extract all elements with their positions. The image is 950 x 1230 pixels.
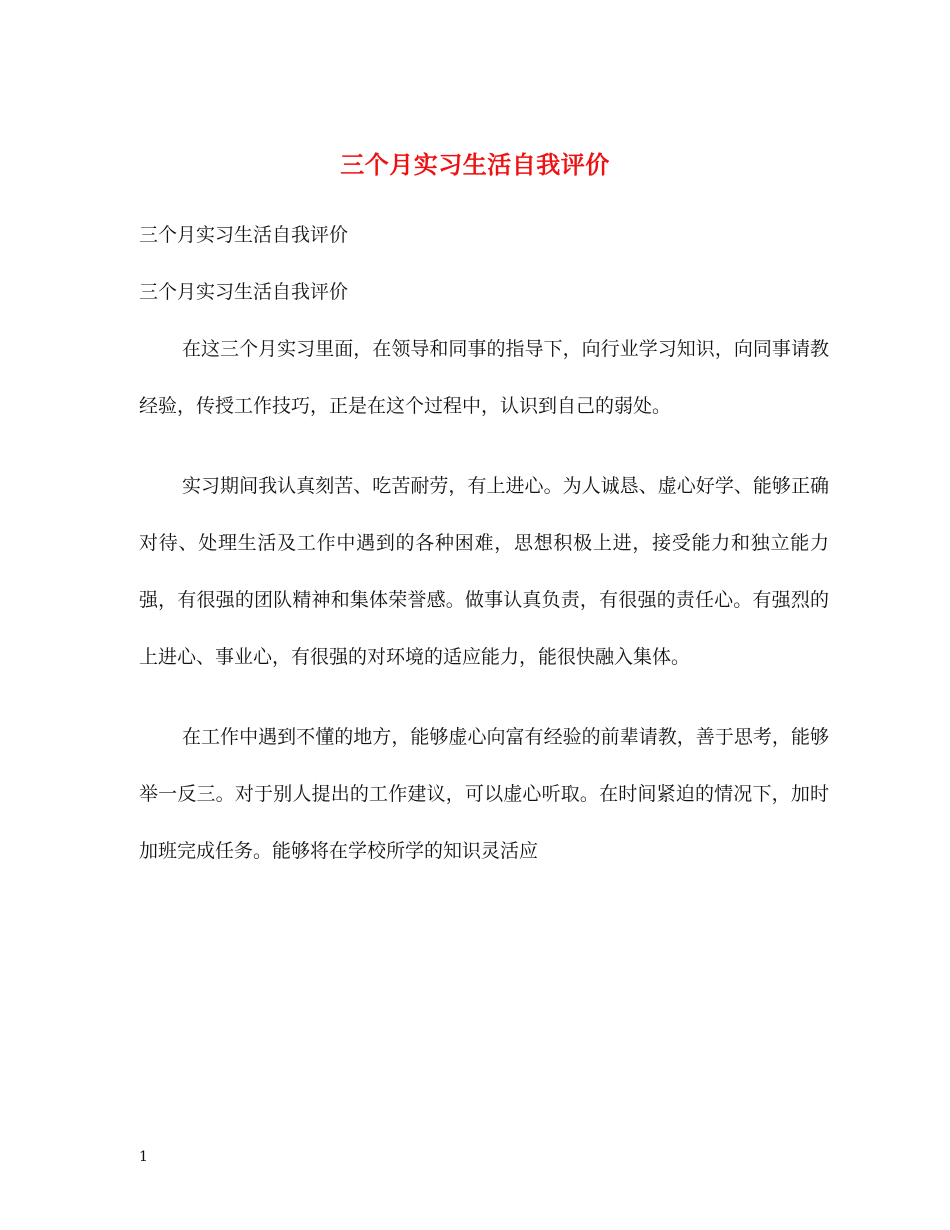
document-body — [139, 218, 829, 880]
page-number: 1 — [139, 1149, 148, 1165]
paragraph-2: 实习期间我认真刻苦、吃苦耐劳，有上进心。为人诚恳、虚心好学、能够正确对待、处理生活及工作中遇到的各种困难，思想积极上进，接受能力和独立能力强，有很强的团队精神和集体荣誉感。做事认真负责，有很强的责任心。有强烈的上进心、事业心，有很强的对环境的适应能力，能很快融入集体。 — [139, 475, 829, 668]
document-title: 三个月实习生活自我评价 — [340, 150, 610, 180]
document-subtitle-repeat: 三个月实习生活自我评价 — [139, 281, 349, 303]
document-subtitle: 三个月实习生活自我评价 — [139, 224, 349, 246]
paragraph-3: 在工作中遇到不懂的地方，能够虚心向富有经验的前辈请教，善于思考，能够举一反三。对于别人提出的工作建议，可以虚心听取。在时间紧迫的情况下，加时加班完成任务。能够将在学校所学的知识灵活应 — [139, 726, 829, 862]
paragraph-1: 在这三个月实习里面，在领导和同事的指导下，向行业学习知识，向同事请教经验，传授工作技巧，正是在这个过程中，认识到自己的弱处。 — [139, 338, 829, 417]
